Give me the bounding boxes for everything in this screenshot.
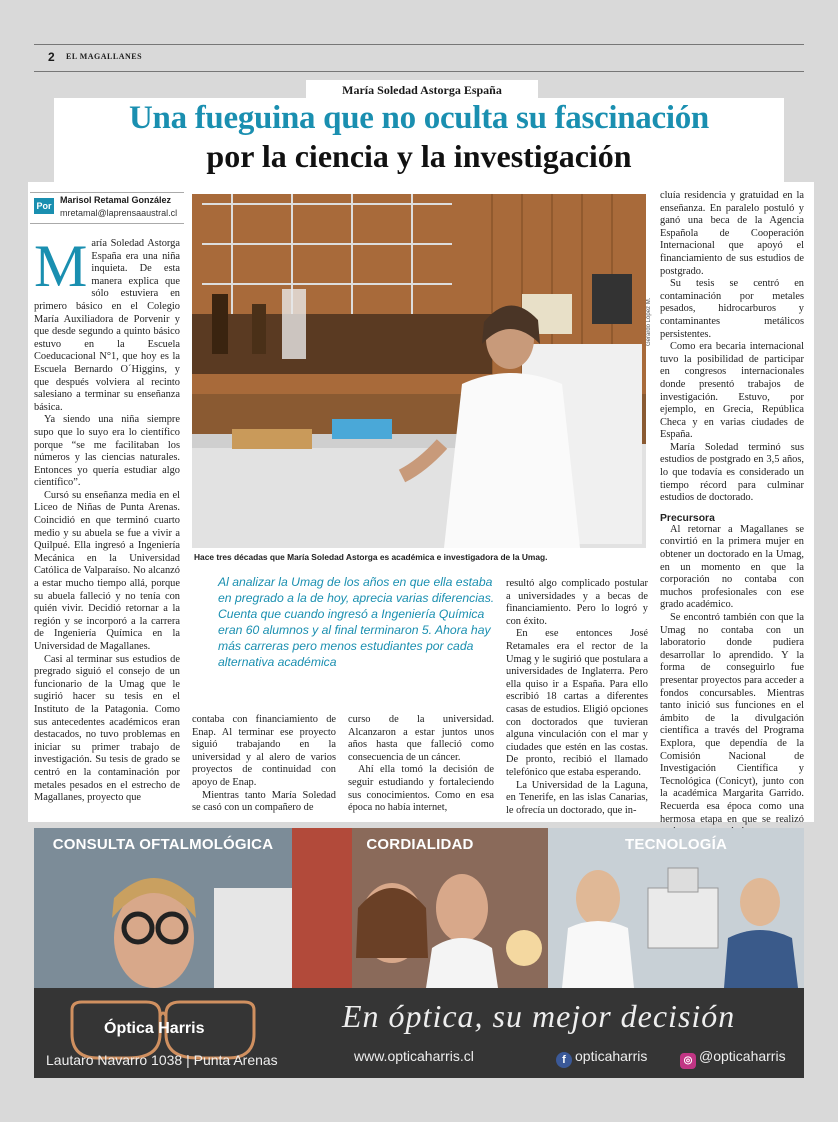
paragraph: Se encontró también con que la Umag no contaba con un laboratorio donde pudiera desarrollar lo aprendido. Y la forma de conseguirlo fue presentar proyectos para acceder a fondos concursables. Mientras tanto inició sus funciones en el ámbito de la divulgación científica a través del Programa Explora, que dependía de la Comisión Nacional de Investigación Científica y Tecnológica (Conicyt), junto con la académica Margarita Garrido. Recuerda esa época como una hermosa etapa en que se realizó xyxy=(660,612,804,825)
facebook-icon: f xyxy=(556,1052,572,1068)
paragraph: María Soledad terminó sus estudios de postgrado en 3,5 años, lo que todavía es considerado un tiempo récord para culminar estudios de doctorado. xyxy=(660,441,804,504)
paragraph: aría Soledad Astorga España era una niña inquieta. De esta manera explica que sólo estuviera en primero básico en el Colegio María Auxiliadora de Porvenir y que desde segundo a quinto básico estuvo en la Escuela Coeducacional N°1, que hoy es la Escuela Bernardo O´Higgins, y que después volviera al recinto salesiano a terminar su enseñanza básica. xyxy=(34,238,180,413)
page-number: 2 xyxy=(48,50,55,64)
ad-label-consulta: CONSULTA OFTALMOLÓGICA xyxy=(52,836,274,853)
ad-label-cordialidad: CORDIALIDAD xyxy=(366,836,474,853)
byline xyxy=(30,192,184,224)
kicker-box xyxy=(306,80,538,100)
article-column-5 xyxy=(660,190,804,839)
paragraph: Mientras tanto María Soledad se casó con un compañero de xyxy=(192,789,336,814)
headline-line-2: por la ciencia y la investigación xyxy=(206,138,632,174)
lab-photo-illustration xyxy=(192,194,646,548)
paragraph: curso de la universidad. Alcanzaron a estar juntos unos años hasta que falleció como consecuencia de un cáncer. xyxy=(348,714,494,763)
paper-name: EL MAGALLANES xyxy=(66,52,143,61)
paragraph: Ya siendo una niña siempre supo que lo suyo era lo científico porque “se me facilitaban los números y las ciencias naturales. Entonces yo quería estudiar algo científico”. xyxy=(34,414,180,489)
instagram-icon: ◎ xyxy=(680,1053,696,1069)
paragraph: resultó algo complicado postular a universidades y a becas de financiamiento. Pero lo logró y con éxito. xyxy=(506,578,648,627)
section-subhead: Precursora xyxy=(660,512,715,524)
author-email[interactable]: mretamal@laprensaaustral.cl xyxy=(60,208,178,218)
article-column-2 xyxy=(192,714,336,815)
store-address: Lautaro Navarro 1038 | Punta Arenas xyxy=(46,1052,278,1068)
paragraph: Ahí ella tomó la decisión de seguir estudiando y fortaleciendo sus conocimientos. Como en esa época no había internet, xyxy=(348,764,494,814)
ad-label-tecnologia: TECNOLOGÍA xyxy=(625,836,727,853)
paragraph: Al retornar a Magallanes se convirtió en la primera mujer en obtener un doctorado en la Umag, en un momento en que la corporación no contaba con muchos profesionales con ese grado académico. xyxy=(660,523,804,611)
paragraph: Como era becaria internacional tuvo la posibilidad de participar en congresos internacionales donde presentó trabajos de investigación. Estuvo, por ejemplo, en Grecia, República Checa y en varias ciudades de España. xyxy=(660,341,804,441)
drop-cap: M xyxy=(34,233,88,299)
headline-box xyxy=(54,98,784,182)
paragraph: cluía residencia y gratuidad en la enseñanza. En paralelo postuló y ganó una beca de la Agencia Española de Cooperación Internacional que apoyó el financiamiento de sus estudios de postgrado. xyxy=(660,190,804,277)
instagram-link[interactable] xyxy=(680,1048,786,1069)
paragraph: Casi al terminar sus estudios de pregrado siguió el consejo de un funcionario de la Umag que le sugirió hacer su tesis en el Instituto de la Patagonia. Como sus antecedentes académicos eran destacados, no tuvo problemas en iniciar su primer trabajo de investigación. Su tesis de grado se centró en la contaminación por metales pesados en el estrecho de Magallanes, proyecto que xyxy=(34,653,180,804)
header-rule xyxy=(34,44,804,72)
facebook-handle: opticaharris xyxy=(575,1048,648,1064)
article-column-3 xyxy=(348,714,494,815)
paragraph: Su tesis se centró en contaminación por metales pesados, hidrocarburos y contaminantes metálicos persistentes. xyxy=(660,278,804,340)
article-kicker: María Soledad Astorga España xyxy=(342,83,502,97)
ad-slogan: En óptica, su mejor decisión xyxy=(342,998,736,1034)
paragraph: La Universidad de la Laguna, en Tenerife, en las islas Canarias, le ofrecía un doctorado, que in- xyxy=(506,779,648,816)
article-column-1 xyxy=(34,233,180,805)
paragraph: En ese entonces José Retamales era el rector de la Umag y le sugirió que postulara a universidades de Inglaterra. Pero ella quiso ir a España. Para ello escribió 18 cartas a diferentes casas de estudios. Eligió opciones con doctorados que tuvieran alguna vinculación con el mar y ciudades que estén en las costas. De pronto, recibió el llamado telefónico que estaba esperando. xyxy=(506,628,648,778)
ad-footer xyxy=(34,988,804,1078)
byline-badge: Por xyxy=(34,198,54,214)
brand-name: Óptica Harris xyxy=(104,1020,205,1037)
article-column-4 xyxy=(506,578,648,817)
author-name: Marisol Retamal González xyxy=(60,195,172,205)
paragraph: Cursó su enseñanza media en el Liceo de Niñas de Punta Arenas. Coincidió en que terminó cuarto medio y su abuela se fue a vivir a Quilpué. Ella ingresó a Ingeniería Mecánica en la Universidad Católica de Valparaíso. No alcanzó a estar mucho tiempo allá, porque su abuela falleció y no tenía con quién vivir. Decidió retornar a la región y se incorporó a la carrera de Ingeniería Química en la Universidad de Magallanes. xyxy=(34,489,180,652)
ad-panel-tecnologia xyxy=(548,828,804,988)
instagram-handle: @opticaharris xyxy=(699,1048,786,1064)
facebook-link[interactable] xyxy=(556,1048,647,1068)
ad-panel-consulta xyxy=(34,828,292,988)
advertisement[interactable] xyxy=(34,828,804,1078)
pull-quote: Al analizar la Umag de los años en que ella estaba en pregrado a la de hoy, aprecia varias diferencias. Cuenta que cuando ingresó a Ingeniería Química eran 60 alumnos y al final terminaron 5. Ahora hay más carreras pero menos estudiantes por cada alternativa académica xyxy=(218,575,495,669)
article-photo xyxy=(192,194,646,548)
photo-credit: Gerardo López M. xyxy=(646,297,652,346)
store-website[interactable]: www.opticaharris.cl xyxy=(354,1048,474,1064)
paragraph: contaba con financiamiento de Enap. Al terminar ese proyecto siguió trabajando en la universidad y al alero de varios proyectos de continuidad con apoyo de Enap. xyxy=(192,714,336,788)
ad-panel-cordialidad xyxy=(292,828,548,988)
photo-caption: Hace tres décadas que María Soledad Astorga es académica e investigadora de la Umag. xyxy=(194,552,548,562)
headline-line-1: Una fueguina que no oculta su fascinación xyxy=(129,100,709,136)
